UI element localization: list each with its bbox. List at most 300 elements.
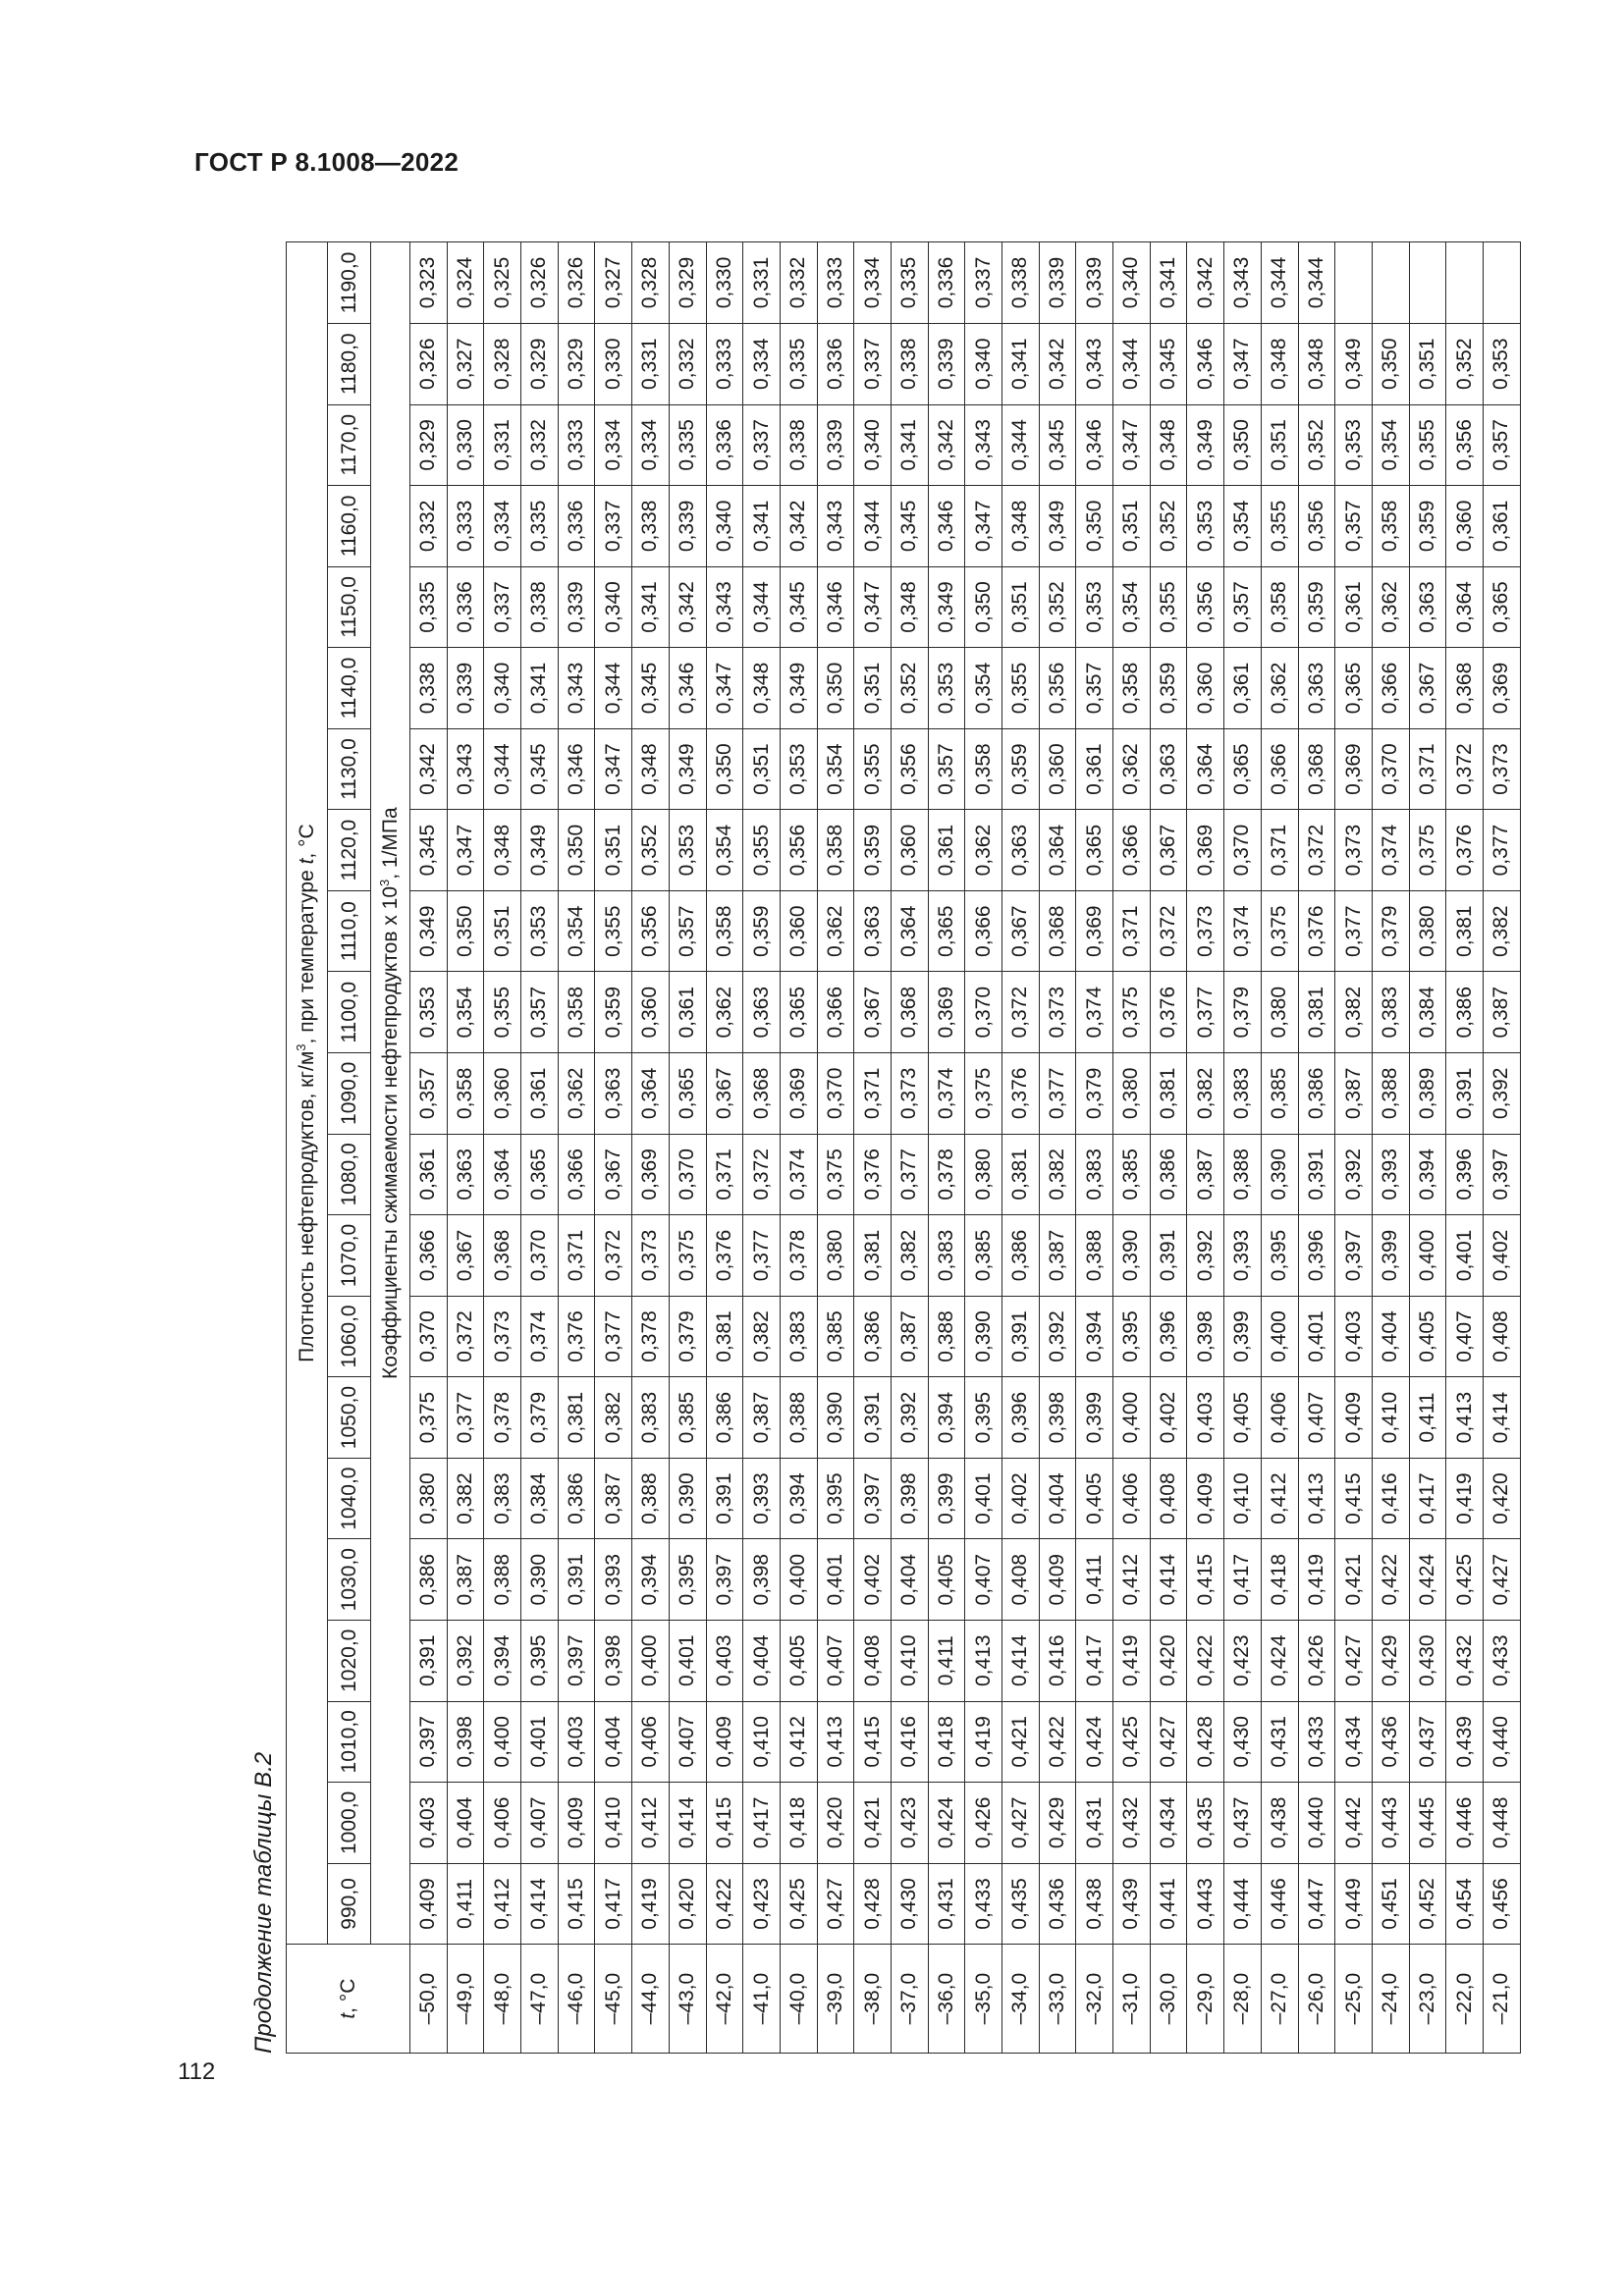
coefficient-cell: 0,388 [928, 1296, 965, 1377]
temperature-cell: –41,0 [743, 1945, 781, 2054]
coefficient-cell: 0,353 [410, 972, 448, 1053]
coefficient-cell: 0,369 [1076, 890, 1113, 972]
coefficient-cell: 0,432 [1113, 1783, 1151, 1864]
coefficient-cell: 0,359 [1409, 486, 1446, 567]
coefficient-cell: 0,380 [965, 1134, 1002, 1215]
coefficient-cell: 0,341 [743, 486, 781, 567]
coefficient-cell: 0,401 [669, 1620, 706, 1701]
coefficient-cell: 0,380 [1261, 972, 1298, 1053]
table-row [965, 242, 1002, 2054]
coefficient-cell: 0,373 [1039, 972, 1076, 1053]
coefficient-cell: 0,349 [1335, 323, 1373, 404]
coefficient-cell: 0,327 [447, 323, 484, 404]
coefficient-cell: 0,386 [1150, 1134, 1187, 1215]
coefficient-cell: 0,381 [706, 1296, 743, 1377]
coefficient-cell: 0,375 [817, 1134, 854, 1215]
coefficient-cell: 0,356 [780, 810, 817, 891]
coefficient-cell: 0,377 [595, 1296, 632, 1377]
coefficient-cell: 0,346 [928, 486, 965, 567]
coefficient-cell: 0,336 [447, 566, 484, 648]
coefficient-cell: 0,362 [1372, 566, 1409, 648]
coefficient-cell: 0,415 [706, 1783, 743, 1864]
coefficient-cell: 0,350 [817, 648, 854, 729]
density-column-header: 1190,0 [328, 242, 371, 324]
coefficient-cell: 0,330 [706, 242, 743, 324]
coefficient-cell: 0,377 [447, 1377, 484, 1459]
coefficient-cell: 0,421 [854, 1783, 892, 1864]
coefficient-cell: 0,353 [669, 810, 706, 891]
coefficient-cell: 0,393 [595, 1539, 632, 1621]
coefficient-cell: 0,383 [1372, 972, 1409, 1053]
coefficient-cell: 0,374 [1076, 972, 1113, 1053]
coefficient-cell [1409, 242, 1446, 324]
coefficient-cell: 0,403 [410, 1783, 448, 1864]
coefficient-cell: 0,398 [1039, 1377, 1076, 1459]
coefficient-cell: 0,351 [595, 810, 632, 891]
coefficient-cell: 0,390 [1261, 1134, 1298, 1215]
temperature-cell: –44,0 [632, 1945, 670, 2054]
coefficient-cell: 0,447 [1298, 1863, 1335, 1945]
coefficient-cell: 0,329 [558, 323, 595, 404]
coefficient-cell: 0,366 [965, 890, 1002, 972]
coefficient-cell: 0,368 [891, 972, 928, 1053]
coefficient-cell: 0,354 [965, 648, 1002, 729]
coefficient-cell: 0,371 [1409, 728, 1446, 810]
coefficient-cell: 0,410 [1372, 1377, 1409, 1459]
coefficient-cell: 0,382 [1039, 1134, 1076, 1215]
coefficient-cell: 0,400 [1409, 1215, 1446, 1297]
coefficient-cell: 0,371 [854, 1053, 892, 1135]
coefficient-cell: 0,332 [669, 323, 706, 404]
temperature-cell: –38,0 [854, 1945, 892, 2054]
coefficient-cell: 0,391 [1446, 1053, 1484, 1135]
density-column-header: 1000,0 [328, 1783, 371, 1864]
coefficient-cell: 0,358 [817, 810, 854, 891]
coefficient-cell: 0,367 [706, 1053, 743, 1135]
coefficient-cell: 0,355 [743, 810, 781, 891]
coefficient-cell: 0,383 [484, 1458, 521, 1539]
table-row [1224, 242, 1262, 2054]
coefficient-cell: 0,369 [1187, 810, 1224, 891]
coefficient-cell: 0,366 [410, 1215, 448, 1297]
coefficient-cell: 0,354 [558, 890, 595, 972]
coefficient-cell: 0,350 [1372, 323, 1409, 404]
coefficient-cell: 0,385 [1261, 1053, 1298, 1135]
coefficient-cell: 0,421 [1335, 1539, 1373, 1621]
table-row [410, 242, 448, 2054]
coefficient-cell: 0,348 [891, 566, 928, 648]
coefficient-cell: 0,363 [1002, 810, 1040, 891]
temperature-cell: –48,0 [484, 1945, 521, 2054]
coefficient-cell: 0,386 [1446, 972, 1484, 1053]
coefficient-cell: 0,336 [706, 404, 743, 486]
coefficient-cell: 0,338 [410, 648, 448, 729]
coefficient-cell: 0,360 [484, 1053, 521, 1135]
coefficient-header: Коэффициенты сжимаемости нефтепродуктов х $10^3$, 1/МПа [371, 242, 410, 1945]
coefficient-cell: 0,380 [817, 1215, 854, 1297]
coefficient-cell: 0,431 [928, 1863, 965, 1945]
coefficient-cell: 0,353 [1076, 566, 1113, 648]
coefficient-cell: 0,381 [1002, 1134, 1040, 1215]
coefficient-cell: 0,360 [1187, 648, 1224, 729]
coefficient-cell: 0,432 [1446, 1620, 1484, 1701]
coefficient-cell: 0,364 [484, 1134, 521, 1215]
coefficient-cell: 0,363 [447, 1134, 484, 1215]
coefficient-cell: 0,338 [780, 404, 817, 486]
coefficient-cell: 0,403 [706, 1620, 743, 1701]
coefficient-cell: 0,419 [1113, 1620, 1151, 1701]
coefficient-cell: 0,379 [1076, 1053, 1113, 1135]
coefficient-cell: 0,445 [1409, 1783, 1446, 1864]
coefficient-cell: 0,347 [706, 648, 743, 729]
table-row [1298, 242, 1335, 2054]
coefficient-cell: 0,431 [1076, 1783, 1113, 1864]
coefficient-cell: 0,401 [817, 1539, 854, 1621]
coefficient-cell: 0,436 [1039, 1863, 1076, 1945]
coefficient-cell: 0,393 [1224, 1215, 1262, 1297]
coefficient-cell: 0,345 [521, 728, 559, 810]
coefficient-cell: 0,400 [484, 1701, 521, 1783]
coefficient-cell: 0,381 [1446, 890, 1484, 972]
document-code: ГОСТ Р 8.1008—2022 [194, 147, 460, 177]
coefficient-cell: 0,376 [854, 1134, 892, 1215]
coefficient-cell: 0,404 [743, 1620, 781, 1701]
coefficient-cell: 0,420 [669, 1863, 706, 1945]
page-number: 112 [178, 2058, 216, 2085]
coefficient-cell: 0,391 [1150, 1215, 1187, 1297]
coefficient-cell: 0,375 [1113, 972, 1151, 1053]
header-row-coefficients [371, 242, 410, 2054]
table-row [632, 242, 670, 2054]
coefficient-cell: 0,443 [1372, 1783, 1409, 1864]
coefficient-cell: 0,355 [1002, 648, 1040, 729]
coefficient-cell: 0,362 [1261, 648, 1298, 729]
density-column-header: 1080,0 [328, 1134, 371, 1215]
coefficient-cell: 0,365 [1483, 566, 1520, 648]
compressibility-table [286, 241, 1521, 2054]
coefficient-cell: 0,361 [669, 972, 706, 1053]
coefficient-cell: 0,378 [780, 1215, 817, 1297]
table-row [743, 242, 781, 2054]
coefficient-cell: 0,355 [595, 890, 632, 972]
coefficient-cell: 0,346 [558, 728, 595, 810]
coefficient-cell: 0,417 [1409, 1458, 1446, 1539]
coefficient-cell: 0,365 [1335, 648, 1373, 729]
table-row [928, 242, 965, 2054]
coefficient-cell: 0,392 [1335, 1134, 1373, 1215]
table-row [1113, 242, 1151, 2054]
density-column-header: 1150,0 [328, 566, 371, 648]
coefficient-cell: 0,362 [817, 890, 854, 972]
coefficient-cell: 0,431 [1261, 1701, 1298, 1783]
coefficient-cell: 0,372 [447, 1296, 484, 1377]
coefficient-cell: 0,377 [1039, 1053, 1076, 1135]
coefficient-cell: 0,351 [1261, 404, 1298, 486]
table-caption: Продолжение таблицы В.2 [250, 1751, 277, 2054]
coefficient-cell: 0,380 [1113, 1053, 1151, 1135]
coefficient-cell: 0,416 [1372, 1458, 1409, 1539]
coefficient-cell: 0,421 [1002, 1701, 1040, 1783]
coefficient-cell: 0,361 [928, 810, 965, 891]
density-column-header: 1030,0 [328, 1539, 371, 1621]
coefficient-cell: 0,358 [1113, 648, 1151, 729]
coefficient-cell: 0,390 [965, 1296, 1002, 1377]
coefficient-cell: 0,345 [780, 566, 817, 648]
density-column-header: 1170,0 [328, 404, 371, 486]
temperature-cell: –49,0 [447, 1945, 484, 2054]
temperature-cell: –39,0 [817, 1945, 854, 2054]
coefficient-cell: 0,361 [1483, 486, 1520, 567]
coefficient-cell: 0,412 [484, 1863, 521, 1945]
temperature-cell: –33,0 [1039, 1945, 1076, 2054]
coefficient-cell: 0,403 [558, 1701, 595, 1783]
coefficient-cell: 0,389 [1409, 1053, 1446, 1135]
coefficient-cell: 0,387 [891, 1296, 928, 1377]
coefficient-cell: 0,350 [1076, 486, 1113, 567]
coefficient-cell: 0,440 [1298, 1783, 1335, 1864]
coefficient-cell: 0,395 [1113, 1296, 1151, 1377]
coefficient-cell: 0,358 [1372, 486, 1409, 567]
coefficient-cell: 0,372 [1002, 972, 1040, 1053]
coefficient-cell: 0,426 [965, 1783, 1002, 1864]
coefficient-cell: 0,376 [706, 1215, 743, 1297]
coefficient-cell: 0,375 [1261, 890, 1298, 972]
density-column-header: 1070,0 [328, 1215, 371, 1297]
coefficient-cell: 0,342 [1187, 242, 1224, 324]
coefficient-cell: 0,419 [1298, 1539, 1335, 1621]
coefficient-cell: 0,356 [1187, 566, 1224, 648]
coefficient-cell: 0,388 [1372, 1053, 1409, 1135]
coefficient-cell: 0,371 [706, 1134, 743, 1215]
coefficient-cell: 0,425 [1446, 1539, 1484, 1621]
coefficient-cell: 0,350 [1224, 404, 1262, 486]
coefficient-cell: 0,388 [484, 1539, 521, 1621]
coefficient-cell: 0,345 [410, 810, 448, 891]
table-row [1483, 242, 1520, 2054]
coefficient-cell: 0,336 [928, 242, 965, 324]
coefficient-cell: 0,370 [1372, 728, 1409, 810]
coefficient-cell: 0,373 [484, 1296, 521, 1377]
coefficient-cell: 0,451 [1372, 1863, 1409, 1945]
coefficient-cell: 0,374 [521, 1296, 559, 1377]
coefficient-cell: 0,395 [669, 1539, 706, 1621]
coefficient-cell: 0,391 [706, 1458, 743, 1539]
table-row [521, 242, 559, 2054]
coefficient-cell: 0,398 [743, 1539, 781, 1621]
coefficient-cell: 0,367 [595, 1134, 632, 1215]
temperature-cell: –27,0 [1261, 1945, 1298, 2054]
coefficient-cell: 0,399 [1076, 1377, 1113, 1459]
table-row [558, 242, 595, 2054]
coefficient-cell: 0,333 [706, 323, 743, 404]
coefficient-cell: 0,342 [780, 486, 817, 567]
density-column-header: 1100,0 [328, 972, 371, 1053]
coefficient-cell: 0,399 [1372, 1215, 1409, 1297]
coefficient-cell: 0,358 [706, 890, 743, 972]
coefficient-cell: 0,359 [1002, 728, 1040, 810]
coefficient-cell: 0,339 [928, 323, 965, 404]
coefficient-cell: 0,410 [595, 1783, 632, 1864]
coefficient-cell: 0,369 [1483, 648, 1520, 729]
coefficient-cell: 0,343 [817, 486, 854, 567]
coefficient-cell: 0,387 [1335, 1053, 1373, 1135]
coefficient-cell: 0,336 [558, 486, 595, 567]
coefficient-cell: 0,382 [891, 1215, 928, 1297]
table-row [1372, 242, 1409, 2054]
coefficient-cell: 0,335 [891, 242, 928, 324]
coefficient-cell: 0,408 [854, 1620, 892, 1701]
coefficient-cell: 0,365 [521, 1134, 559, 1215]
coefficient-cell: 0,387 [447, 1539, 484, 1621]
coefficient-cell: 0,415 [1187, 1539, 1224, 1621]
coefficient-cell: 0,382 [1483, 890, 1520, 972]
coefficient-cell: 0,338 [521, 566, 559, 648]
coefficient-cell: 0,394 [780, 1458, 817, 1539]
coefficient-cell: 0,414 [1150, 1539, 1187, 1621]
coefficient-cell: 0,409 [1187, 1458, 1224, 1539]
coefficient-cell: 0,348 [1150, 404, 1187, 486]
coefficient-cell: 0,347 [1224, 323, 1262, 404]
table-row [1409, 242, 1446, 2054]
coefficient-cell: 0,357 [669, 890, 706, 972]
coefficient-cell: 0,422 [1187, 1620, 1224, 1701]
coefficient-cell: 0,396 [1002, 1377, 1040, 1459]
coefficient-cell: 0,405 [780, 1620, 817, 1701]
coefficient-cell: 0,400 [1261, 1296, 1298, 1377]
coefficient-cell: 0,433 [965, 1863, 1002, 1945]
coefficient-cell: 0,337 [743, 404, 781, 486]
density-column-header: 1040,0 [328, 1458, 371, 1539]
coefficient-cell: 0,438 [1076, 1863, 1113, 1945]
coefficient-cell: 0,372 [1446, 728, 1484, 810]
coefficient-cell: 0,422 [1039, 1701, 1076, 1783]
coefficient-cell: 0,390 [669, 1458, 706, 1539]
coefficient-cell: 0,330 [595, 323, 632, 404]
coefficient-cell: 0,376 [1446, 810, 1484, 891]
coefficient-cell: 0,373 [1335, 810, 1373, 891]
coefficient-cell: 0,391 [558, 1539, 595, 1621]
coefficient-cell: 0,395 [817, 1458, 854, 1539]
coefficient-cell: 0,351 [484, 890, 521, 972]
coefficient-cell: 0,353 [521, 890, 559, 972]
coefficient-cell: 0,343 [1224, 242, 1262, 324]
coefficient-cell: 0,371 [1261, 810, 1298, 891]
coefficient-cell: 0,414 [1483, 1377, 1520, 1459]
coefficient-cell: 0,353 [1187, 486, 1224, 567]
table-row [595, 242, 632, 2054]
coefficient-cell: 0,369 [780, 1053, 817, 1135]
coefficient-cell: 0,343 [558, 648, 595, 729]
coefficient-cell: 0,404 [595, 1701, 632, 1783]
coefficient-cell: 0,350 [706, 728, 743, 810]
coefficient-cell: 0,411 [1409, 1377, 1446, 1459]
coefficient-cell: 0,343 [965, 404, 1002, 486]
coefficient-cell: 0,401 [1446, 1215, 1484, 1297]
coefficient-cell: 0,348 [1298, 323, 1335, 404]
coefficient-cell: 0,413 [1446, 1377, 1484, 1459]
coefficient-cell: 0,414 [1002, 1620, 1040, 1701]
coefficient-cell: 0,434 [1335, 1701, 1373, 1783]
coefficient-cell: 0,386 [854, 1296, 892, 1377]
coefficient-cell: 0,341 [521, 648, 559, 729]
coefficient-cell: 0,395 [965, 1377, 1002, 1459]
coefficient-cell: 0,435 [1002, 1863, 1040, 1945]
coefficient-cell: 0,360 [1039, 728, 1076, 810]
coefficient-cell: 0,427 [1002, 1783, 1040, 1864]
coefficient-cell: 0,405 [1409, 1296, 1446, 1377]
table-row [484, 242, 521, 2054]
coefficient-cell: 0,390 [1113, 1215, 1151, 1297]
coefficient-cell: 0,334 [632, 404, 670, 486]
coefficient-cell: 0,392 [1187, 1215, 1224, 1297]
coefficient-cell: 0,433 [1298, 1701, 1335, 1783]
coefficient-cell: 0,383 [780, 1296, 817, 1377]
coefficient-cell: 0,440 [1483, 1701, 1520, 1783]
temperature-header: t, °C [287, 1945, 410, 2054]
coefficient-cell: 0,372 [743, 1134, 781, 1215]
table-row [1002, 242, 1040, 2054]
coefficient-cell: 0,409 [1039, 1539, 1076, 1621]
coefficient-cell: 0,356 [632, 890, 670, 972]
coefficient-cell: 0,386 [410, 1539, 448, 1621]
temperature-cell: –45,0 [595, 1945, 632, 2054]
coefficient-cell: 0,378 [928, 1134, 965, 1215]
coefficient-cell: 0,342 [1039, 323, 1076, 404]
coefficient-cell: 0,399 [1224, 1296, 1262, 1377]
coefficient-cell [1483, 242, 1520, 324]
temperature-cell: –37,0 [891, 1945, 928, 2054]
coefficient-cell: 0,359 [595, 972, 632, 1053]
table-row [1150, 242, 1187, 2054]
coefficient-cell: 0,397 [558, 1620, 595, 1701]
coefficient-cell: 0,398 [891, 1458, 928, 1539]
coefficient-cell: 0,405 [1076, 1458, 1113, 1539]
coefficient-cell: 0,326 [410, 323, 448, 404]
coefficient-cell: 0,449 [1335, 1863, 1373, 1945]
coefficient-cell: 0,454 [1446, 1863, 1484, 1945]
coefficient-cell: 0,423 [743, 1863, 781, 1945]
coefficient-cell: 0,402 [854, 1539, 892, 1621]
coefficient-cell: 0,374 [1224, 890, 1262, 972]
coefficient-cell: 0,361 [1335, 566, 1373, 648]
coefficient-cell: 0,331 [743, 242, 781, 324]
coefficient-cell: 0,404 [447, 1783, 484, 1864]
coefficient-cell: 0,355 [1409, 404, 1446, 486]
coefficient-cell: 0,342 [928, 404, 965, 486]
coefficient-cell: 0,417 [595, 1863, 632, 1945]
coefficient-cell: 0,344 [1002, 404, 1040, 486]
coefficient-cell: 0,340 [854, 404, 892, 486]
coefficient-cell: 0,383 [1076, 1134, 1113, 1215]
coefficient-cell: 0,354 [1372, 404, 1409, 486]
density-column-header: 1050,0 [328, 1377, 371, 1459]
coefficient-cell: 0,337 [484, 566, 521, 648]
coefficient-cell: 0,407 [965, 1539, 1002, 1621]
coefficient-cell: 0,332 [780, 242, 817, 324]
temperature-cell: –50,0 [410, 1945, 448, 2054]
coefficient-cell: 0,368 [1039, 890, 1076, 972]
coefficient-cell: 0,410 [891, 1620, 928, 1701]
header-row-density [287, 242, 328, 2054]
coefficient-cell: 0,334 [484, 486, 521, 567]
coefficient-cell: 0,338 [1002, 242, 1040, 324]
coefficient-cell: 0,356 [891, 728, 928, 810]
coefficient-cell: 0,343 [706, 566, 743, 648]
coefficient-cell: 0,370 [817, 1053, 854, 1135]
coefficient-cell: 0,446 [1446, 1783, 1484, 1864]
coefficient-cell: 0,362 [706, 972, 743, 1053]
coefficient-cell: 0,426 [1298, 1620, 1335, 1701]
